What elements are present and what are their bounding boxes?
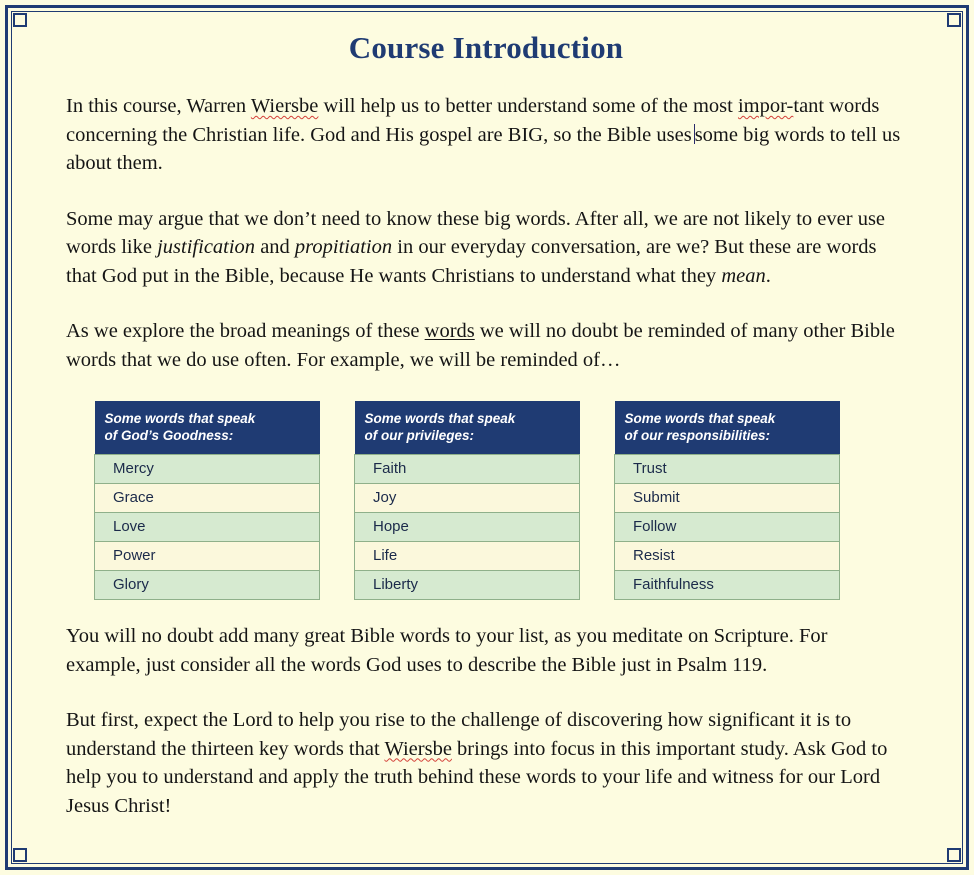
table-header-line1: Some words that speak xyxy=(104,411,256,426)
underlined-word: words xyxy=(424,320,475,342)
spellcheck-word: Wiersbe xyxy=(250,95,319,117)
table-header-row xyxy=(355,401,580,455)
corner-dot-top-left xyxy=(13,13,27,27)
text-run: in our everyday conversation, are we? But these are words that God put in the Bible, because He wants Christians to understand what they xyxy=(66,236,877,287)
text-run: Some may argue that we don’t need to know these big words. After all, we are not likely to ever use words like xyxy=(66,207,886,258)
paragraph-argument xyxy=(66,205,906,291)
text-run: and xyxy=(255,236,295,258)
emphasis-text: justification xyxy=(157,236,256,258)
table-row xyxy=(95,455,320,484)
text-run: brings into focus in this important study. Ask God to help you to understand and apply the truth behind these words to your life and witness for our Lord Jesus Christ! xyxy=(66,737,888,817)
table-header-line1: Some words that speak xyxy=(364,411,516,426)
word-cell: Faithfulness xyxy=(615,571,840,600)
word-cell: Faith xyxy=(355,455,580,484)
table-row xyxy=(95,571,320,600)
corner-dot-bottom-right xyxy=(947,848,961,862)
word-cell: Follow xyxy=(615,513,840,542)
paragraph-intro xyxy=(66,92,906,178)
page-title: Course Introduction xyxy=(348,30,624,65)
word-table-goodness xyxy=(94,401,320,600)
spellcheck-word: impor- xyxy=(737,95,794,117)
word-cell: Power xyxy=(95,542,320,571)
paragraph-explore xyxy=(66,317,906,374)
paragraph-closing xyxy=(66,706,906,820)
table-row xyxy=(355,455,580,484)
word-tables xyxy=(66,401,906,600)
table-row xyxy=(615,484,840,513)
table-header-line2: of our privileges: xyxy=(364,428,475,443)
table-row xyxy=(355,513,580,542)
table-row xyxy=(355,571,580,600)
word-cell: Love xyxy=(95,513,320,542)
corner-dot-bottom-left xyxy=(13,848,27,862)
word-cell: Grace xyxy=(95,484,320,513)
text-run: tant words concerning the Christian life. God and His gospel are BIG, so the Bible uses xyxy=(66,95,880,146)
word-cell: Submit xyxy=(615,484,840,513)
table-row xyxy=(615,571,840,600)
table-header-line1: Some words that speak xyxy=(624,411,776,426)
text-run: As we explore the broad meanings of these xyxy=(66,320,425,342)
table-row xyxy=(355,484,580,513)
table-row xyxy=(95,484,320,513)
text-run: You will no doubt add many great Bible words to your list, as you meditate on Scripture. For example, just consider all the words God uses to describe the Bible just in Psalm 119. xyxy=(66,625,828,676)
text-run: will help us to better understand some of the most xyxy=(318,95,738,117)
table-header-cell xyxy=(615,401,840,455)
word-cell: Life xyxy=(355,542,580,571)
table-row xyxy=(95,513,320,542)
table-header-cell xyxy=(95,401,320,455)
text-run: In this course, Warren xyxy=(66,95,251,117)
word-cell: Liberty xyxy=(355,571,580,600)
table-row xyxy=(615,513,840,542)
text-run: some big words to tell us about them. xyxy=(66,123,901,174)
word-table-privileges xyxy=(354,401,580,600)
paragraph-psalm xyxy=(66,622,906,679)
table-header-row xyxy=(615,401,840,455)
table-header-row xyxy=(95,401,320,455)
table-row xyxy=(355,542,580,571)
text-run: we will no doubt be reminded of many other Bible words that we do use often. For example, we will be reminded of… xyxy=(66,320,895,371)
table-header-line2: of God’s Goodness: xyxy=(104,428,234,443)
table-header-cell xyxy=(355,401,580,455)
text-run: . xyxy=(765,264,771,287)
word-cell: Joy xyxy=(355,484,580,513)
table-header-line2: of our responsibilities: xyxy=(624,428,771,443)
word-cell: Trust xyxy=(615,455,840,484)
table-row xyxy=(615,542,840,571)
text-run: But first, expect the Lord to help you rise to the challenge of discovering how significant it is to understand the thirteen key words that xyxy=(66,709,852,760)
word-cell: Hope xyxy=(355,513,580,542)
emphasis-text: propitiation xyxy=(294,236,393,258)
document-content xyxy=(66,30,906,820)
corner-dot-top-right xyxy=(947,13,961,27)
word-cell: Mercy xyxy=(95,455,320,484)
table-row xyxy=(615,455,840,484)
word-cell: Resist xyxy=(615,542,840,571)
word-table-responsibilities xyxy=(614,401,840,600)
word-cell: Glory xyxy=(95,571,320,600)
emphasis-text: mean xyxy=(721,264,766,287)
spellcheck-word: Wiersbe xyxy=(384,737,452,760)
table-row xyxy=(95,542,320,571)
